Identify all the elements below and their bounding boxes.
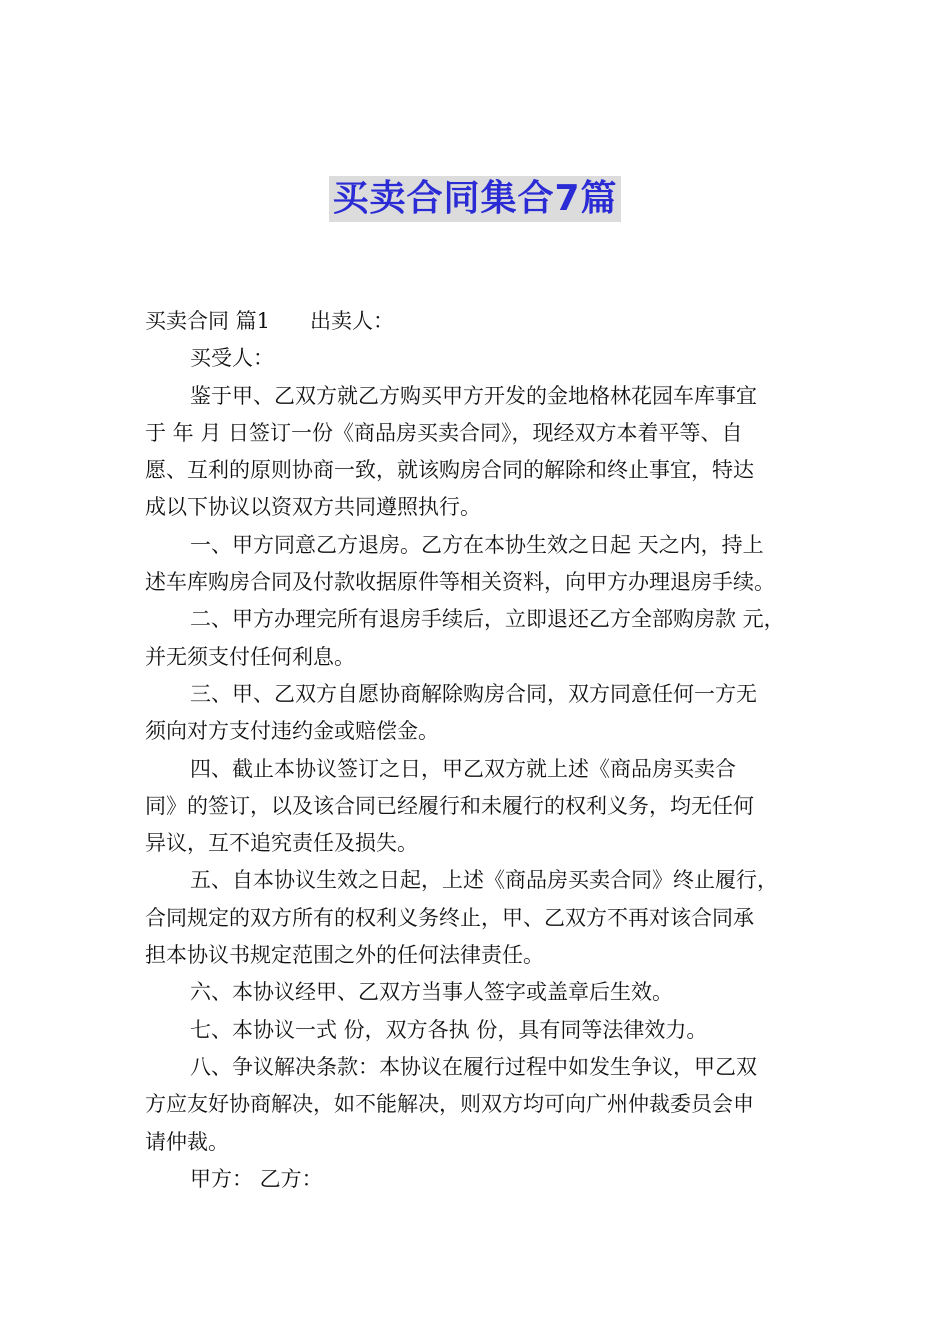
- paragraph-line: 同》的签订，以及该合同已经履行和未履行的权利义务，均无任何: [145, 793, 754, 818]
- document-title: 买卖合同集合7篇: [329, 176, 620, 222]
- paragraph-line: 七、本协议一式 份，双方各执 份，具有同等法律效力。: [190, 1017, 708, 1042]
- paragraph-line: 担本协议书规定范围之外的任何法律责任。: [145, 943, 544, 968]
- paragraph-line: 四、截止本协议签订之日，甲乙双方就上述《商品房买卖合: [190, 756, 736, 781]
- section-heading: 买卖合同 篇1: [145, 309, 271, 333]
- paragraph-line: 异议，互不追究责任及损失。: [145, 831, 418, 856]
- paragraph-line: 买受人：: [190, 346, 274, 371]
- signature-line: 甲方： 乙方：: [190, 1166, 323, 1191]
- seller-label: 出卖人：: [310, 309, 395, 333]
- paragraph-line: 请仲裁。: [145, 1129, 229, 1154]
- paragraph-line: 方应友好协商解决，如不能解决，则双方均可向广州仲裁委员会申: [145, 1092, 754, 1117]
- paragraph-line: 八、争议解决条款：本协议在履行过程中如发生争议，甲乙双: [190, 1054, 757, 1079]
- paragraph-line: 愿、互利的原则协商一致，就该购房合同的解除和终止事宜，特达: [145, 458, 754, 483]
- paragraph-line: 鉴于甲、乙双方就乙方购买甲方开发的金地格林花园车库事宜: [190, 383, 757, 408]
- title-container: [0, 176, 950, 222]
- paragraph-line: 二、甲方办理完所有退房手续后，立即退还乙方全部购房款 元，: [190, 607, 785, 632]
- heading-line: [145, 303, 810, 340]
- paragraph-line: 三、甲、乙双方自愿协商解除购房合同，双方同意任何一方无: [190, 681, 757, 706]
- paragraph-line: 六、本协议经甲、乙双方当事人签字或盖章后生效。: [190, 980, 673, 1005]
- paragraph-line: 成以下协议以资双方共同遵照执行。: [145, 495, 481, 520]
- paragraph-line: 须向对方支付违约金或赔偿金。: [145, 719, 439, 744]
- paragraph-line: 五、自本协议生效之日起，上述《商品房买卖合同》终止履行，: [190, 868, 778, 893]
- paragraph-line: 并无须支付任何利息。: [145, 644, 355, 669]
- paragraph-line: 合同规定的双方所有的权利义务终止，甲、乙双方不再对该合同承: [145, 905, 754, 930]
- document-body: [145, 303, 810, 1198]
- paragraph-line: 于 年 月 日签订一份《商品房买卖合同》，现经双方本着平等、自: [145, 420, 743, 445]
- paragraph-line: 述车库购房合同及付款收据原件等相关资料，向甲方办理退房手续。: [145, 570, 775, 595]
- paragraph-line: 一、甲方同意乙方退房。乙方在本协生效之日起 天之内，持上: [190, 532, 764, 557]
